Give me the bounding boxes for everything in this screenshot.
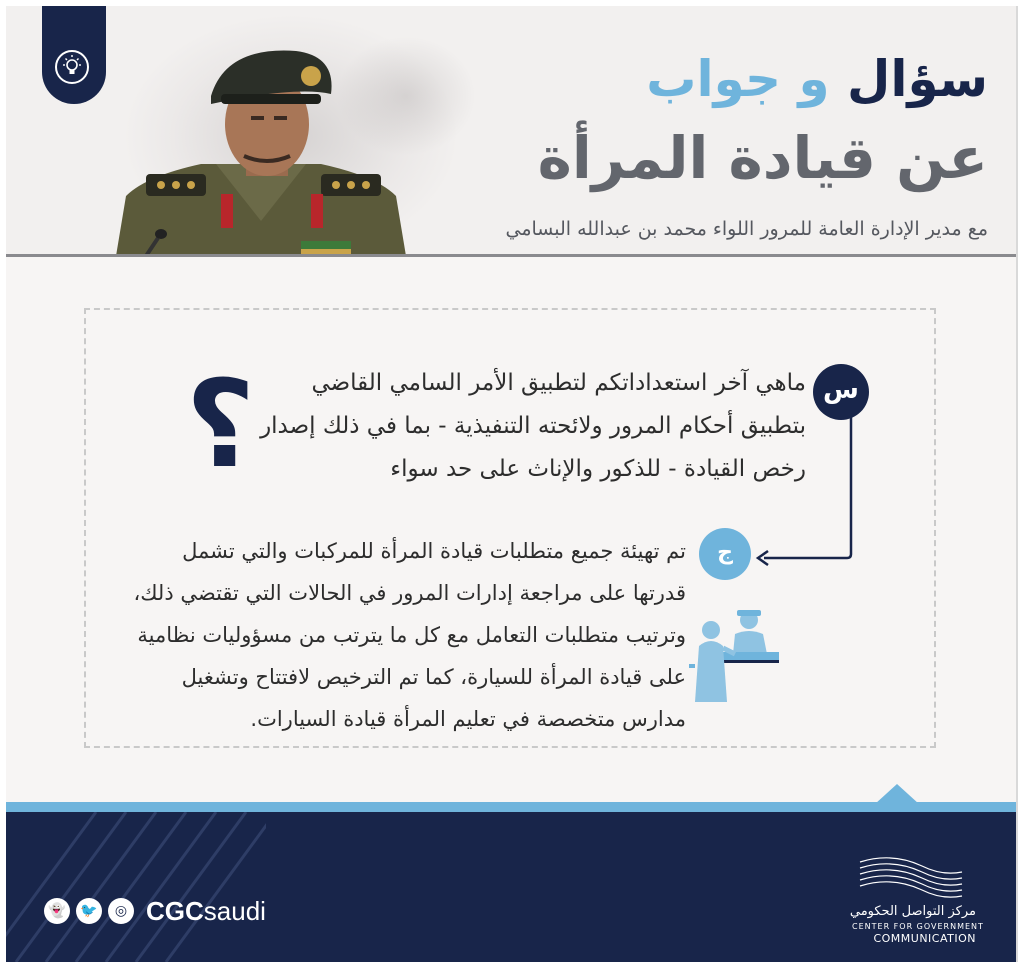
question-mark-icon: ? xyxy=(186,356,256,495)
question-text: ماهي آخر استعداداتكم لتطبيق الأمر السامي القاضي بتطبيق أحكام المرور ولائحته التنفيذية - بما في ذلك إصدار رخص القيادة - للذكور والإناث على حد سواء xyxy=(260,370,806,482)
question-badge: س xyxy=(813,364,869,420)
social-links xyxy=(44,896,266,926)
header-divider xyxy=(6,254,1016,257)
cgc-logo-mark xyxy=(852,852,976,902)
instagram-icon[interactable]: ◎ xyxy=(108,898,134,924)
social-handle-rest: saudi xyxy=(203,895,266,926)
answer-text: تم تهيئة جميع متطلبات قيادة المرأة للمركبات والتي تشمل قدرتها على مراجعة إدارات المرور في الحالات التي تقتضي ذلك، وترتيب متطلبات التعامل مع كل ما يترتب من مسؤوليات نظامية على قيادة المرأة للسيارة، كما تم الترخيص لافتتاح وتشغيل مدارس متخصصة في تعليم المرأة قيادة السيارات. xyxy=(133,539,686,731)
title-word-answer: جواب xyxy=(646,50,782,108)
logo-arabic-name: مركز التواصل الحكومي xyxy=(849,904,976,919)
title-line-2: عن قيادة المرأة xyxy=(537,124,988,192)
logo-english-line-2: COMMUNICATION xyxy=(873,932,976,945)
title-word-question: سؤال xyxy=(846,50,988,108)
answer-badge: ج xyxy=(699,528,751,580)
title-line-1 xyxy=(646,50,988,108)
cgc-logo xyxy=(849,852,984,952)
twitter-icon[interactable]: 🐦 xyxy=(76,898,102,924)
subtitle: مع مدير الإدارة العامة للمرور اللواء محمد بن عبدالله البسامي xyxy=(505,218,988,240)
header-tab xyxy=(42,6,106,104)
officer-portrait xyxy=(106,46,416,256)
lightbulb-icon xyxy=(55,50,89,84)
footer-hatch-pattern xyxy=(6,812,266,962)
footer-stripe xyxy=(6,802,1016,812)
social-handle[interactable] xyxy=(146,896,266,927)
title-conjunction: و xyxy=(798,50,830,108)
social-handle-bold: CGC xyxy=(146,895,204,926)
logo-english-line-1: CENTER FOR GOVERNMENT xyxy=(852,922,984,931)
snapchat-icon[interactable]: 👻 xyxy=(44,898,70,924)
footer-notch xyxy=(875,784,919,804)
infographic-card xyxy=(6,6,1018,962)
traffic-service-icon xyxy=(689,606,781,704)
header xyxy=(6,6,1016,256)
